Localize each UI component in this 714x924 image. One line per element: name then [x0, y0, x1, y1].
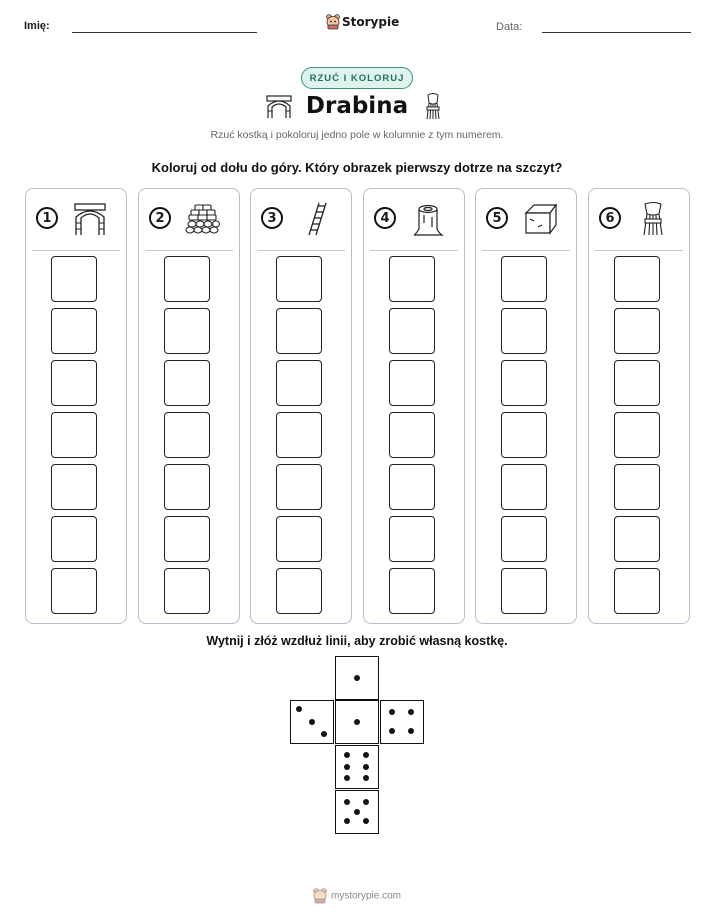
color-cell[interactable]	[51, 308, 97, 354]
color-cell[interactable]	[164, 308, 210, 354]
brand-name: Storypie	[342, 15, 400, 29]
column-header	[251, 189, 351, 251]
column-number: 3	[261, 207, 283, 229]
die-pip	[344, 764, 350, 770]
pie-mascot-icon	[313, 888, 327, 904]
column-1	[25, 188, 127, 624]
pie-mascot-icon	[326, 14, 340, 30]
color-cell[interactable]	[276, 360, 322, 406]
footer-url[interactable]: mystorypie.com	[330, 890, 401, 902]
die-pip	[309, 719, 315, 725]
die-pip	[389, 728, 395, 734]
color-cell[interactable]	[501, 360, 547, 406]
color-cell[interactable]	[614, 568, 660, 614]
color-cell[interactable]	[389, 516, 435, 562]
column-number: 5	[486, 207, 508, 229]
color-cell[interactable]	[164, 464, 210, 510]
color-cell[interactable]	[614, 308, 660, 354]
color-cell[interactable]	[389, 464, 435, 510]
activity-badge: RZUĆ I KOLORUJ	[301, 67, 413, 89]
color-cell[interactable]	[389, 256, 435, 302]
column-header	[139, 189, 239, 251]
color-cell[interactable]	[276, 412, 322, 458]
die-pip	[344, 799, 350, 805]
column-number: 4	[374, 207, 396, 229]
die-pip	[344, 752, 350, 758]
die-pip	[363, 799, 369, 805]
color-cells	[389, 256, 439, 620]
die-pip	[363, 764, 369, 770]
color-cell[interactable]	[51, 568, 97, 614]
ladder-icon	[297, 201, 333, 237]
stone-pile-icon	[185, 201, 221, 237]
die-pip	[363, 818, 369, 824]
title-wheat-icon	[424, 93, 442, 121]
die-pip	[408, 728, 414, 734]
color-cell[interactable]	[501, 412, 547, 458]
color-cell[interactable]	[614, 516, 660, 562]
color-cell[interactable]	[164, 412, 210, 458]
color-cell[interactable]	[501, 568, 547, 614]
footer	[0, 888, 714, 904]
color-cell[interactable]	[164, 360, 210, 406]
color-cell[interactable]	[276, 568, 322, 614]
stone-block-icon	[522, 201, 558, 237]
color-cells	[614, 256, 664, 620]
instruction-text: Koloruj od dołu do góry. Który obrazek pierwszy dotrze na szczyt?	[151, 160, 563, 175]
name-label: Imię:	[24, 20, 50, 32]
die-face-1	[335, 656, 379, 700]
column-divider	[482, 250, 570, 251]
column-number: 1	[36, 207, 58, 229]
color-cell[interactable]	[389, 412, 435, 458]
date-line[interactable]	[542, 32, 691, 33]
die-face-5	[335, 790, 379, 834]
column-4	[363, 188, 465, 624]
column-header	[26, 189, 126, 251]
column-6	[588, 188, 690, 624]
name-line[interactable]	[72, 32, 257, 33]
color-cells	[51, 256, 101, 620]
color-cell[interactable]	[164, 568, 210, 614]
column-number: 2	[149, 207, 171, 229]
date-label: Data:	[496, 21, 523, 33]
brand-logo	[326, 13, 400, 33]
column-number: 6	[599, 207, 621, 229]
column-divider	[595, 250, 683, 251]
die-pip	[354, 809, 360, 815]
color-cell[interactable]	[276, 308, 322, 354]
die-pip	[363, 752, 369, 758]
die-pip	[321, 731, 327, 737]
die-pip	[408, 709, 414, 715]
die-pip	[354, 675, 360, 681]
title-arch-icon	[265, 94, 293, 120]
color-cell[interactable]	[51, 464, 97, 510]
color-cell[interactable]	[614, 256, 660, 302]
die-pip	[344, 818, 350, 824]
die-pip	[344, 775, 350, 781]
wheat-bundle-icon	[635, 201, 671, 237]
color-cell[interactable]	[276, 256, 322, 302]
die-face-3	[290, 700, 334, 744]
color-cell[interactable]	[164, 256, 210, 302]
tree-stump-icon	[410, 201, 446, 237]
page-title: Drabina	[305, 93, 409, 119]
color-cell[interactable]	[51, 412, 97, 458]
cut-instruction: Wytnij i złóż wzdłuż linii, aby zrobić własną kostkę.	[206, 634, 508, 648]
color-cell[interactable]	[501, 516, 547, 562]
column-divider	[32, 250, 120, 251]
color-cell[interactable]	[389, 360, 435, 406]
color-cell[interactable]	[501, 256, 547, 302]
column-5	[475, 188, 577, 624]
color-cell[interactable]	[51, 256, 97, 302]
color-cell[interactable]	[389, 568, 435, 614]
die-pip	[363, 775, 369, 781]
color-cell[interactable]	[51, 360, 97, 406]
color-cell[interactable]	[501, 308, 547, 354]
color-cells	[276, 256, 326, 620]
color-cells	[501, 256, 551, 620]
die-face-1	[335, 700, 379, 744]
column-2	[138, 188, 240, 624]
column-divider	[145, 250, 233, 251]
color-cell[interactable]	[614, 412, 660, 458]
column-divider	[370, 250, 458, 251]
color-cell[interactable]	[276, 516, 322, 562]
color-cell[interactable]	[614, 464, 660, 510]
die-pip	[296, 706, 302, 712]
column-header	[476, 189, 576, 251]
die-face-4	[380, 700, 424, 744]
column-divider	[257, 250, 345, 251]
column-3	[250, 188, 352, 624]
color-cell[interactable]	[389, 308, 435, 354]
die-face-6	[335, 745, 379, 789]
column-header	[364, 189, 464, 251]
die-pip	[354, 719, 360, 725]
color-cell[interactable]	[614, 360, 660, 406]
color-cells	[164, 256, 214, 620]
stone-arch-icon	[72, 201, 108, 237]
column-header	[589, 189, 689, 251]
subtitle: Rzuć kostką i pokoloruj jedno pole w kolumnie z tym numerem.	[210, 129, 504, 141]
color-cell[interactable]	[164, 516, 210, 562]
color-cell[interactable]	[501, 464, 547, 510]
die-pip	[389, 709, 395, 715]
color-cell[interactable]	[51, 516, 97, 562]
color-cell[interactable]	[276, 464, 322, 510]
